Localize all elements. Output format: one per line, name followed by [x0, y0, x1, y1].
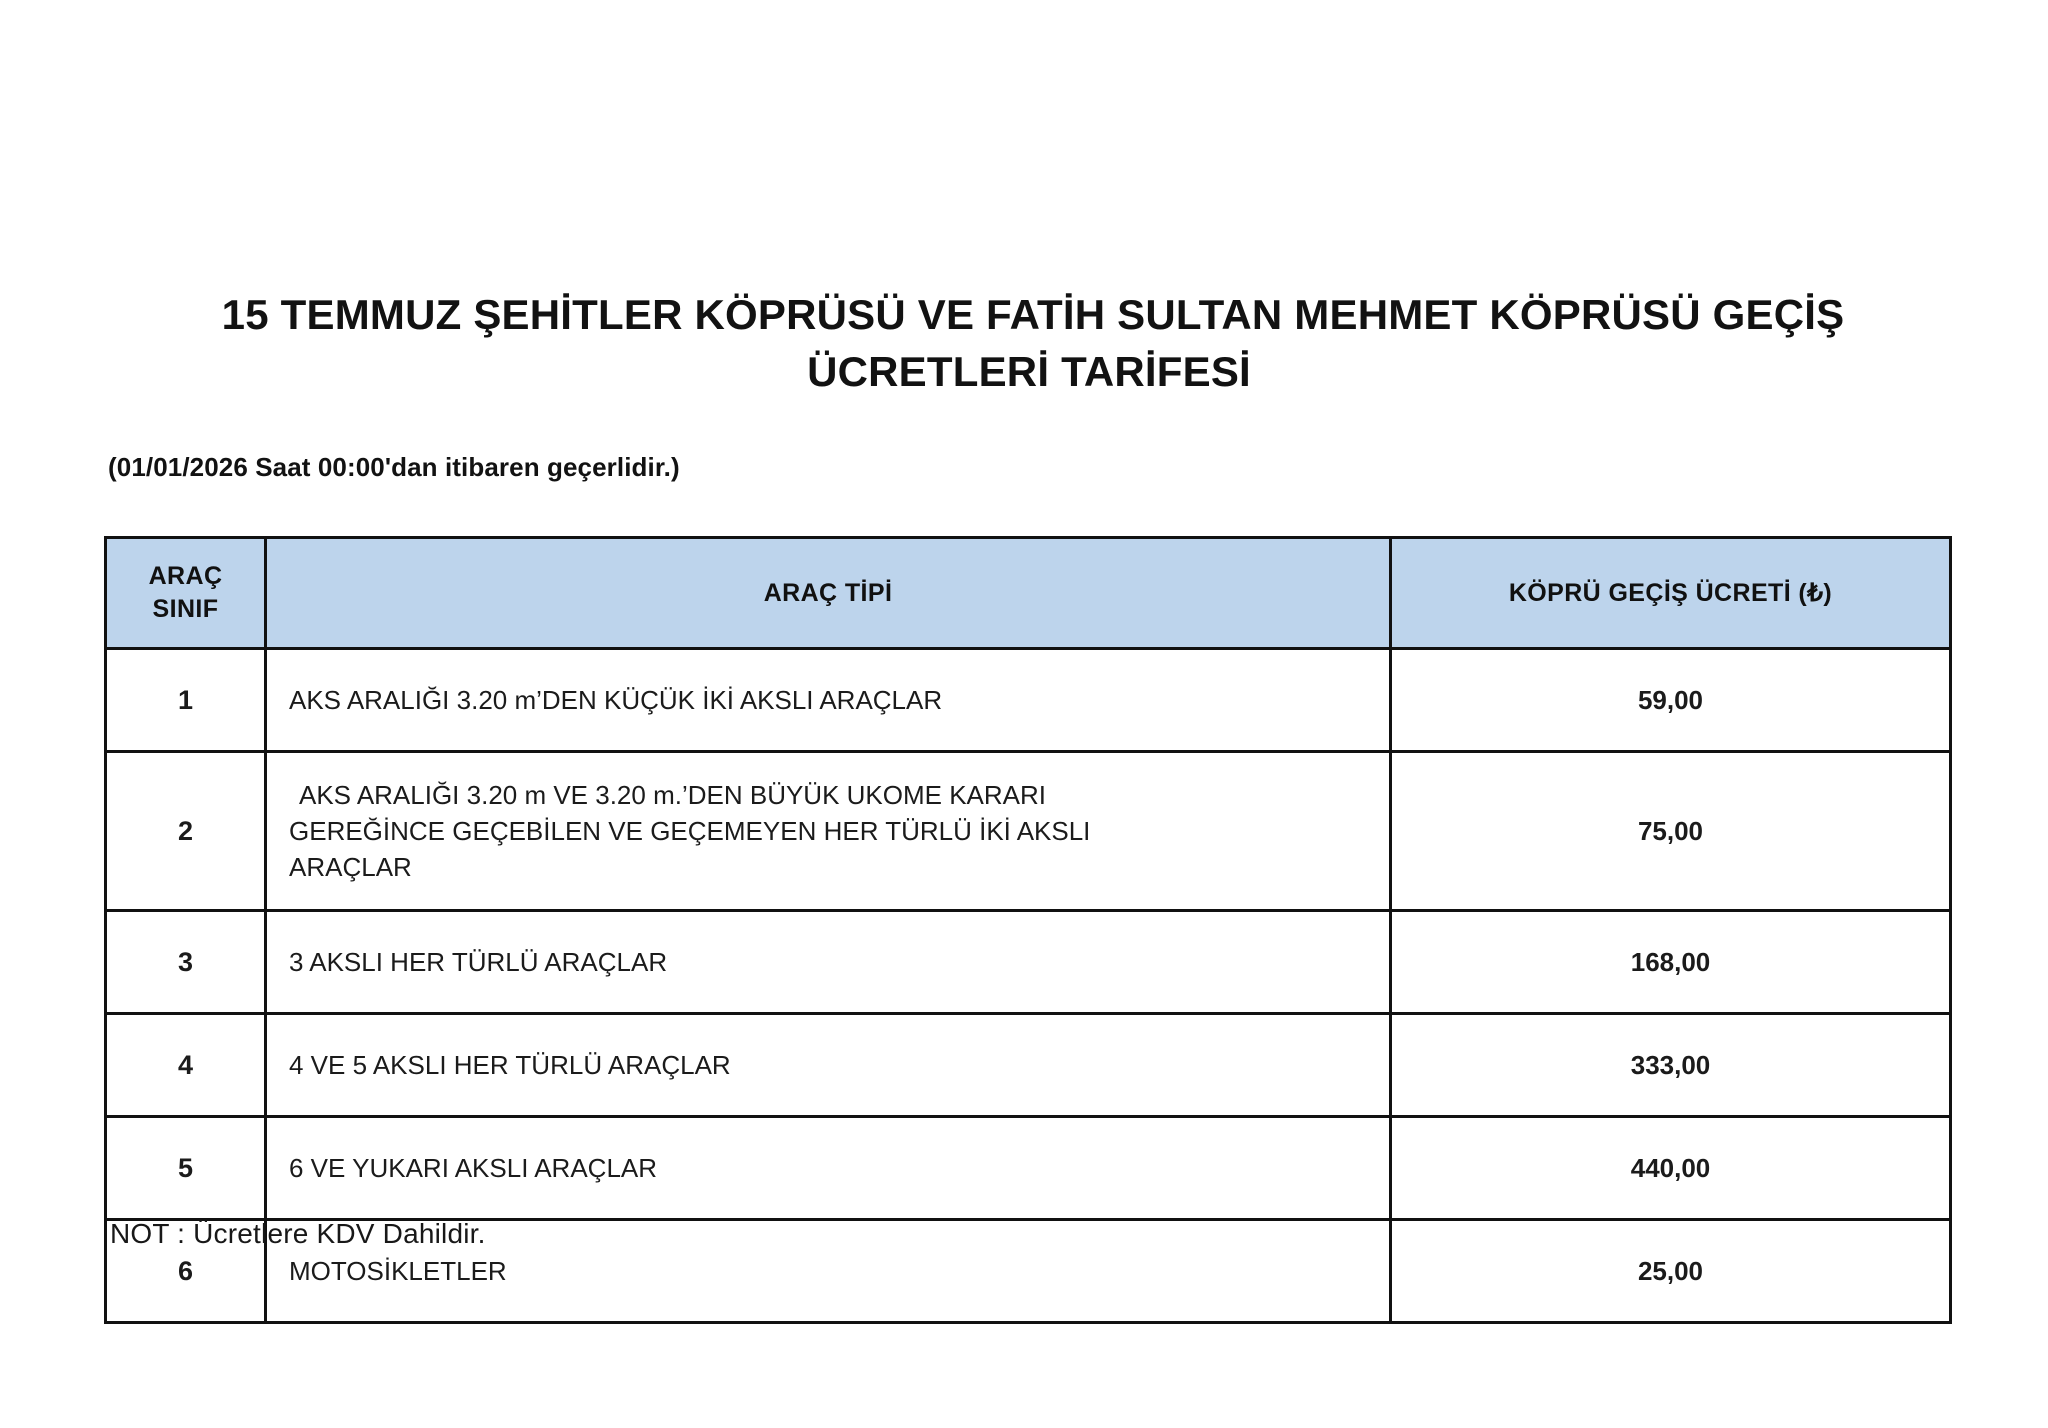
cell-vehicle-type-line: AKS ARALIĞI 3.20 m’DEN KÜÇÜK İKİ AKSLI ARAÇLAR — [289, 685, 943, 715]
column-header-vehicle-type: ARAÇ TİPİ — [266, 538, 1391, 649]
cell-toll-fee: 440,00 — [1391, 1117, 1951, 1220]
table-header-row — [106, 538, 1951, 649]
cell-vehicle-type — [266, 1117, 1391, 1220]
cell-vehicle-class: 6 — [106, 1220, 266, 1323]
document-title — [0, 286, 2048, 400]
cell-vehicle-class: 1 — [106, 649, 266, 752]
cell-vehicle-type-line: 3 AKSLI HER TÜRLÜ ARAÇLAR — [289, 947, 668, 977]
cell-toll-fee: 59,00 — [1391, 649, 1951, 752]
cell-vehicle-type-line: 4 VE 5 AKSLI HER TÜRLÜ ARAÇLAR — [289, 1050, 731, 1080]
cell-vehicle-type-line: ARAÇLAR — [289, 852, 412, 882]
cell-vehicle-type-line: 6 VE YUKARI AKSLI ARAÇLAR — [289, 1153, 658, 1183]
cell-vehicle-type-line: MOTOSİKLETLER — [289, 1256, 507, 1286]
table-row — [106, 752, 1951, 911]
cell-vehicle-type-line: GEREĞİNCE GEÇEBİLEN VE GEÇEMEYEN HER TÜRLÜ İKİ AKSLI — [289, 816, 1091, 846]
title-line-1: 15 TEMMUZ ŞEHİTLER KÖPRÜSÜ VE FATİH SULTAN MEHMET KÖPRÜSÜ GEÇİŞ — [221, 291, 1845, 338]
table-row — [106, 1117, 1951, 1220]
cell-vehicle-class: 4 — [106, 1014, 266, 1117]
effective-date-subtitle: (01/01/2026 Saat 00:00'dan itibaren geçerlidir.) — [108, 452, 680, 482]
table-row — [106, 649, 1951, 752]
cell-vehicle-class: 2 — [106, 752, 266, 911]
table-row — [106, 1014, 1951, 1117]
toll-tariff-table — [104, 536, 1952, 1324]
cell-toll-fee: 75,00 — [1391, 752, 1951, 911]
cell-vehicle-type — [266, 649, 1391, 752]
column-header-vehicle-class — [106, 538, 266, 649]
cell-toll-fee: 25,00 — [1391, 1220, 1951, 1323]
column-header-vehicle-class-line-2: SINIF — [152, 595, 219, 623]
cell-vehicle-type-line: AKS ARALIĞI 3.20 m VE 3.20 m.’DEN BÜYÜK UKOME KARARI — [299, 780, 1047, 810]
vat-note: NOT : Ücretlere KDV Dahildir. — [110, 1218, 486, 1249]
cell-vehicle-class: 5 — [106, 1117, 266, 1220]
cell-vehicle-class: 3 — [106, 911, 266, 1014]
cell-vehicle-type — [266, 1014, 1391, 1117]
cell-toll-fee: 168,00 — [1391, 911, 1951, 1014]
table-row — [106, 911, 1951, 1014]
table-header — [106, 538, 1951, 649]
cell-toll-fee: 333,00 — [1391, 1014, 1951, 1117]
cell-vehicle-type — [266, 911, 1391, 1014]
column-header-vehicle-class-line-1: ARAÇ — [148, 562, 223, 590]
column-header-bridge-toll-fee: KÖPRÜ GEÇİŞ ÜCRETİ (₺) — [1391, 538, 1951, 649]
title-line-2: ÜCRETLERİ TARİFESİ — [807, 348, 1251, 395]
cell-vehicle-type — [266, 752, 1391, 911]
